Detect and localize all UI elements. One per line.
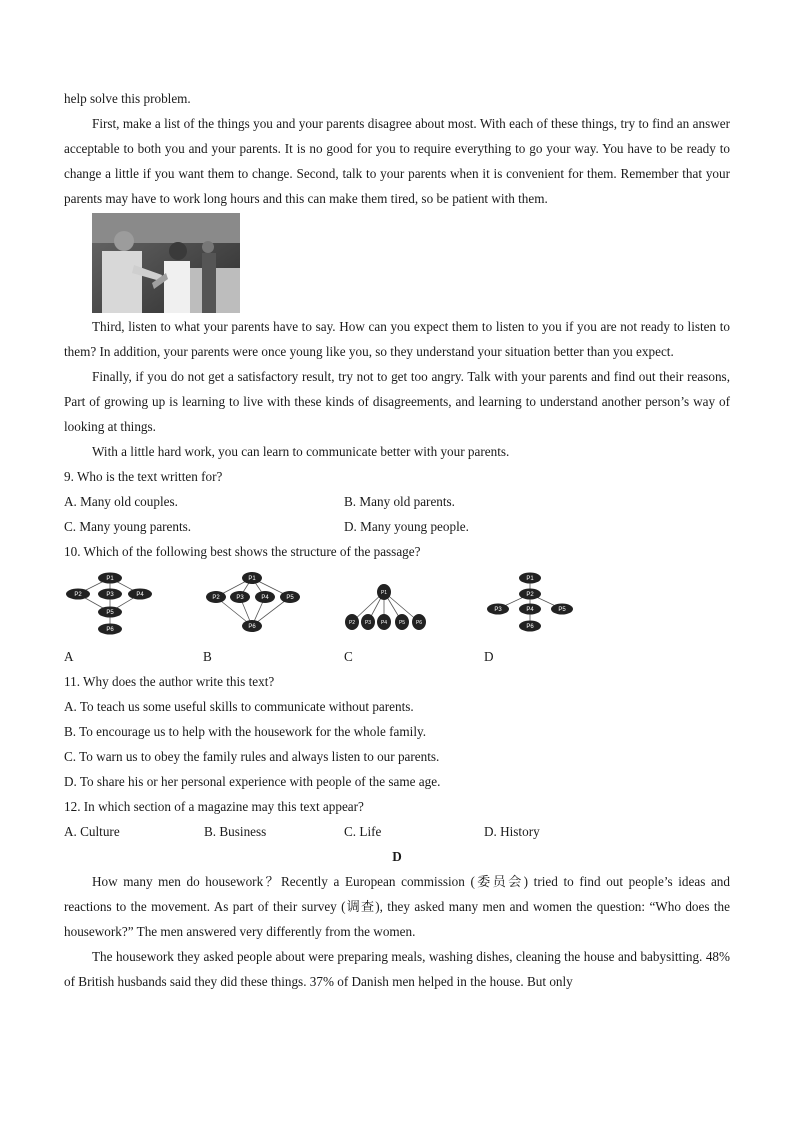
node-label: P5 xyxy=(398,620,406,626)
question-9-options-row2 xyxy=(64,514,730,539)
option-b[interactable]: B. Business xyxy=(204,824,267,839)
node-label: P3 xyxy=(364,620,372,626)
node-label: P5 xyxy=(106,610,114,616)
label-c[interactable]: C xyxy=(344,649,353,664)
option-a[interactable]: A. To teach us some useful skills to communicate without parents. xyxy=(64,699,414,714)
option-d[interactable]: D. Many young people. xyxy=(344,519,469,534)
option-d[interactable]: D. History xyxy=(484,824,540,839)
paragraph-d-first: How many men do housework？Recently a European commission (委员会) tried to find out people’s ideas and reactions to the movement. As part of their survey (调查), they asked many men and women the question: “Who does the housework?” The men answered very differently from the women. xyxy=(64,874,730,939)
option-c[interactable]: C. To warn us to obey the family rules and always listen to our parents. xyxy=(64,749,440,764)
node-label: P6 xyxy=(106,627,114,633)
node-label: P3 xyxy=(106,592,114,598)
paragraph-intro-end: help solve this problem. xyxy=(64,91,191,106)
node-label: P6 xyxy=(526,624,534,630)
option-c[interactable]: C. Many young parents. xyxy=(64,519,192,534)
node-label: P1 xyxy=(106,576,114,582)
question-9-options-row1 xyxy=(64,489,730,514)
node-label: P1 xyxy=(526,576,534,582)
structure-diagrams xyxy=(64,564,730,644)
label-d[interactable]: D xyxy=(484,649,494,664)
option-a[interactable]: A. Culture xyxy=(64,824,120,839)
question-10-stem: 10. Which of the following best shows the structure of the passage? xyxy=(64,544,421,559)
node-label: P1 xyxy=(380,590,388,596)
option-b[interactable]: B. To encourage us to help with the housework for the whole family. xyxy=(64,724,427,739)
node-label: P3 xyxy=(236,595,244,601)
paragraph-finally: Finally, if you do not get a satisfactory result, try not to get too angry. Talk with your parents and find out their reasons, Part of growing up is learning to live with these kinds of disagreements, and learning to understand another person’s way of looking at things. xyxy=(64,369,730,434)
node-label: P3 xyxy=(494,607,502,613)
label-a[interactable]: A xyxy=(64,649,74,664)
node-label: P4 xyxy=(261,595,269,601)
diagram-labels xyxy=(64,644,730,669)
label-b[interactable]: B xyxy=(203,649,212,664)
node-label: P2 xyxy=(212,595,220,601)
diagram-b[interactable] xyxy=(204,570,304,638)
option-c[interactable]: C. Life xyxy=(344,824,382,839)
question-12-options xyxy=(64,819,730,844)
option-b[interactable]: B. Many old parents. xyxy=(344,494,455,509)
question-11-stem: 11. Why does the author write this text? xyxy=(64,674,275,689)
node-label: P5 xyxy=(286,595,294,601)
node-label: P6 xyxy=(248,624,256,630)
section-heading: D xyxy=(392,849,402,864)
diagram-c[interactable] xyxy=(342,570,432,638)
document-page xyxy=(64,86,730,994)
option-a[interactable]: A. Many old couples. xyxy=(64,494,178,509)
paragraph-d-second: The housework they asked people about were preparing meals, washing dishes, cleaning the house and babysitting. 48% of British husbands said they did these things. 37% of Danish men helped in the house. But only xyxy=(64,949,730,989)
node-label: P1 xyxy=(248,576,256,582)
family-photo xyxy=(92,213,240,313)
node-label: P2 xyxy=(348,620,356,626)
node-label: P6 xyxy=(415,620,423,626)
option-d[interactable]: D. To share his or her personal experience with people of the same age. xyxy=(64,774,441,789)
diagram-a[interactable] xyxy=(64,570,156,638)
question-12-stem: 12. In which section of a magazine may this text appear? xyxy=(64,799,364,814)
node-label: P2 xyxy=(74,592,82,598)
paragraph-conclusion: With a little hard work, you can learn to communicate better with your parents. xyxy=(92,444,510,459)
node-label: P5 xyxy=(558,607,566,613)
question-9-stem: 9. Who is the text written for? xyxy=(64,469,223,484)
diagram-d[interactable] xyxy=(484,570,580,638)
paragraph-third: Third, listen to what your parents have to say. How can you expect them to listen to you if you are not ready to listen to them? In addition, your parents were once young like you, so they understand your situation better than you expect. xyxy=(64,319,730,359)
node-label: P4 xyxy=(380,620,388,626)
node-label: P4 xyxy=(526,607,534,613)
paragraph-first: First, make a list of the things you and your parents disagree about most. With each of these things, try to find an answer acceptable to both you and your parents. It is no good for you to require everything to go your way. You have to be ready to change a little if you want them to change. Second, talk to your parents when it is convenient for them. Remember that your parents may have to work long hours and this can make them tired, so be patient with them. xyxy=(64,116,730,206)
node-label: P2 xyxy=(526,592,534,598)
node-label: P4 xyxy=(136,592,144,598)
